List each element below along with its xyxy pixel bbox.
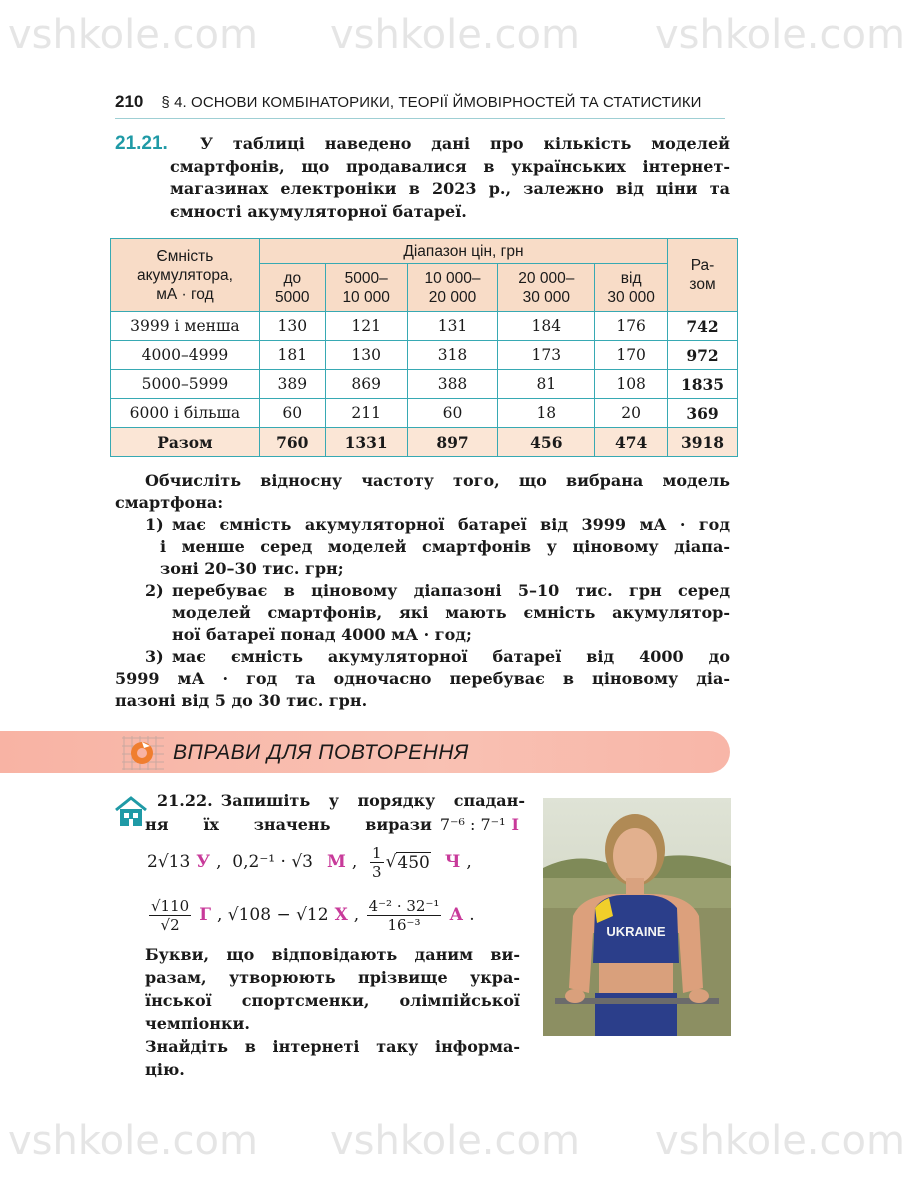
question-block: [115, 470, 730, 712]
smartphone-data-table: [110, 238, 738, 457]
price-column-header: [595, 264, 668, 312]
exercise-21-22: [145, 789, 525, 837]
expression-5: √108 − √12: [227, 905, 329, 925]
table-corner-header: [111, 239, 260, 312]
question-item: [115, 646, 730, 712]
problem-number: 21.21.: [115, 133, 168, 154]
table-cell: 211: [325, 399, 407, 428]
total-column-header: [668, 239, 738, 312]
fraction-denominator: 16⁻³: [387, 915, 421, 934]
instruction-line: Знайдіть в інтернеті таку інформа-: [145, 1037, 520, 1056]
question-item: [115, 580, 730, 646]
expression-0: 7⁻⁶ : 7⁻¹: [439, 815, 506, 834]
item-line: і менше серед моделей смартфонів у ціновому діапа-: [160, 537, 730, 556]
price-column-header: [325, 264, 407, 312]
header-line: 20 000: [428, 288, 477, 306]
item-number: 1): [145, 515, 164, 534]
exercise-number: 21.22.: [157, 791, 213, 810]
table-cell: 184: [498, 312, 595, 341]
row-label: 6000 і більша: [111, 399, 260, 428]
answer-letter: Ч: [444, 852, 461, 872]
exercise-text-line: ня їх значень вирази: [145, 815, 432, 834]
table-cell: 456: [498, 428, 595, 457]
answer-letter: М: [326, 852, 346, 872]
fraction-denominator: 3: [372, 862, 382, 881]
watermark-text: vshkole.com: [330, 1118, 580, 1164]
fraction-numerator: √110: [151, 896, 190, 915]
problem-text-line: смартфонів, що продавалися в українських інтернет-: [170, 156, 730, 176]
page-header: [115, 92, 725, 119]
page-number: 210: [115, 92, 144, 111]
grid-refresh-icon: [122, 736, 164, 770]
table-sum-row: [111, 428, 738, 457]
item-line: 5999 мА · год та одночасно перебуває в ціновому діа-: [115, 669, 730, 688]
table-cell: 170: [595, 341, 668, 370]
header-line: акумулятора,: [136, 266, 233, 284]
table-cell: 108: [595, 370, 668, 399]
table-cell: 130: [325, 341, 407, 370]
header-line: 5000: [275, 288, 310, 306]
row-label: 3999 і менша: [111, 312, 260, 341]
header-line: зом: [689, 276, 716, 293]
instruction-line: разам, утворюють прізвище укра-: [145, 968, 520, 987]
answer-letter: У: [196, 852, 211, 872]
item-line: перебуває в ціновому діапазоні 5–10 тис. грн серед: [172, 581, 730, 600]
question-intro-line: Обчисліть відносну частоту того, що вибрана модель: [145, 471, 730, 490]
table-cell: 1331: [325, 428, 407, 457]
table-cell: 81: [498, 370, 595, 399]
item-line: має ємність акумуляторної батареї від 4000 до: [172, 647, 730, 666]
answer-letter: І: [511, 815, 519, 834]
item-line: ної батареї понад 4000 мА · год;: [172, 625, 472, 644]
price-column-header: [259, 264, 325, 312]
table-row: [111, 341, 738, 370]
table-cell: 60: [407, 399, 498, 428]
row-total: 742: [668, 312, 738, 341]
watermark-text: vshkole.com: [330, 12, 580, 58]
table-row: [111, 399, 738, 428]
table-cell: 869: [325, 370, 407, 399]
item-line: зоні 20–30 тис. грн;: [160, 559, 344, 578]
expression-line-2: $\frac{√110}{√2}$ Г , √108 − √12 Х , $\frac{\text{4⁻² · 32⁻¹}}{\text{16⁻³}}$ А .: [151, 896, 475, 934]
header-line: 10 000–: [424, 269, 481, 287]
expression-6-fraction: [367, 897, 442, 934]
header-line: Ра-: [690, 257, 715, 274]
instruction-line: чемпіонки.: [145, 1014, 250, 1033]
item-number: 3): [145, 647, 164, 666]
table-cell: 60: [259, 399, 325, 428]
item-line: має ємність акумуляторної батареї від 3999 мА · год: [172, 515, 730, 534]
instruction-line: їнської спортсменки, олімпійської: [145, 991, 520, 1010]
item-line: пазоні від 5 до 30 тис. грн.: [115, 691, 368, 710]
header-line: мА · год: [156, 285, 214, 303]
table-cell: 173: [498, 341, 595, 370]
price-column-header: [498, 264, 595, 312]
expression-line-1: 2√13 У , 0,2⁻¹ · √3 М , $\frac{1}{3}$ √ 450 Ч ,: [147, 843, 472, 881]
item-number: 2): [145, 581, 164, 600]
table-cell: 389: [259, 370, 325, 399]
expression-3-fraction: [370, 844, 384, 881]
price-range-header: Діапазон цін, грн: [259, 239, 667, 264]
expression-2: 0,2⁻¹ · √3: [232, 852, 313, 872]
table-cell: 20: [595, 399, 668, 428]
row-label: 4000–4999: [111, 341, 260, 370]
table-row: [111, 312, 738, 341]
table-cell: 176: [595, 312, 668, 341]
table-cell: 18: [498, 399, 595, 428]
athlete-photo: [543, 798, 731, 1036]
section-title: § 4. ОСНОВИ КОМБІНАТОРИКИ, ТЕОРІЇ ЙМОВІРНОСТЕЙ ТА СТАТИСТИКИ: [161, 94, 702, 111]
table-cell: 130: [259, 312, 325, 341]
item-line: моделей смартфонів, які мають ємність акумулятор-: [172, 603, 730, 622]
header-line: до: [283, 269, 302, 287]
row-total: 369: [668, 399, 738, 428]
header-line: 20 000–: [518, 269, 575, 287]
instruction-line: Букви, що відповідають даним ви-: [145, 945, 520, 964]
answer-letter: А: [449, 905, 464, 925]
expression-3-root: 450: [397, 852, 430, 873]
problem-text-line: У таблиці наведено дані про кількість моделей: [200, 134, 730, 153]
house-icon: [114, 796, 148, 828]
watermark-text: vshkole.com: [655, 1118, 905, 1164]
instruction-line: цію.: [145, 1060, 185, 1079]
jersey-text: UKRAINE: [606, 924, 666, 939]
header-line: 5000–: [344, 269, 388, 287]
header-line: 30 000: [522, 288, 571, 306]
table-cell: 121: [325, 312, 407, 341]
answer-letter: Г: [199, 905, 211, 925]
row-total: 1835: [668, 370, 738, 399]
table-cell: 474: [595, 428, 668, 457]
question-item: [115, 514, 730, 580]
problem-text-line: ємності акумуляторної батареї.: [170, 201, 467, 221]
table-row: [111, 370, 738, 399]
table-cell: 388: [407, 370, 498, 399]
header-line: 10 000: [342, 288, 390, 306]
watermark-text: vshkole.com: [8, 1118, 258, 1164]
header-line: від: [620, 269, 642, 287]
table-cell: 897: [407, 428, 498, 457]
table-cell: 760: [259, 428, 325, 457]
watermark-text: vshkole.com: [655, 12, 905, 58]
table-cell: 181: [259, 341, 325, 370]
exercise-text-line: Запишіть у порядку спадан-: [220, 791, 525, 810]
expression-4-fraction: [149, 897, 191, 934]
table-cell: 131: [407, 312, 498, 341]
fraction-numerator: 4⁻² · 32⁻¹: [368, 896, 440, 915]
row-label: Разом: [111, 428, 260, 457]
fraction-numerator: 1: [372, 843, 382, 862]
row-label: 5000–5999: [111, 370, 260, 399]
header-line: 30 000: [607, 288, 655, 306]
problem-21-21: [115, 133, 730, 223]
expression-1: 2√13: [147, 852, 191, 872]
question-items: [115, 514, 730, 712]
watermark-text: vshkole.com: [8, 12, 258, 58]
problem-text-line: магазинах електроніки в 2023 р., залежно від ціни та: [170, 179, 730, 198]
banner-title: ВПРАВИ ДЛЯ ПОВТОРЕННЯ: [173, 741, 469, 764]
row-total: 972: [668, 341, 738, 370]
header-line: Ємність: [156, 247, 214, 265]
price-column-header: [407, 264, 498, 312]
answer-letter: Х: [334, 905, 348, 925]
fraction-denominator: √2: [160, 915, 180, 934]
question-intro-line: смартфона:: [115, 493, 224, 512]
exercise-instruction: [145, 943, 520, 1081]
table-cell: 318: [407, 341, 498, 370]
row-total: 3918: [668, 428, 738, 457]
